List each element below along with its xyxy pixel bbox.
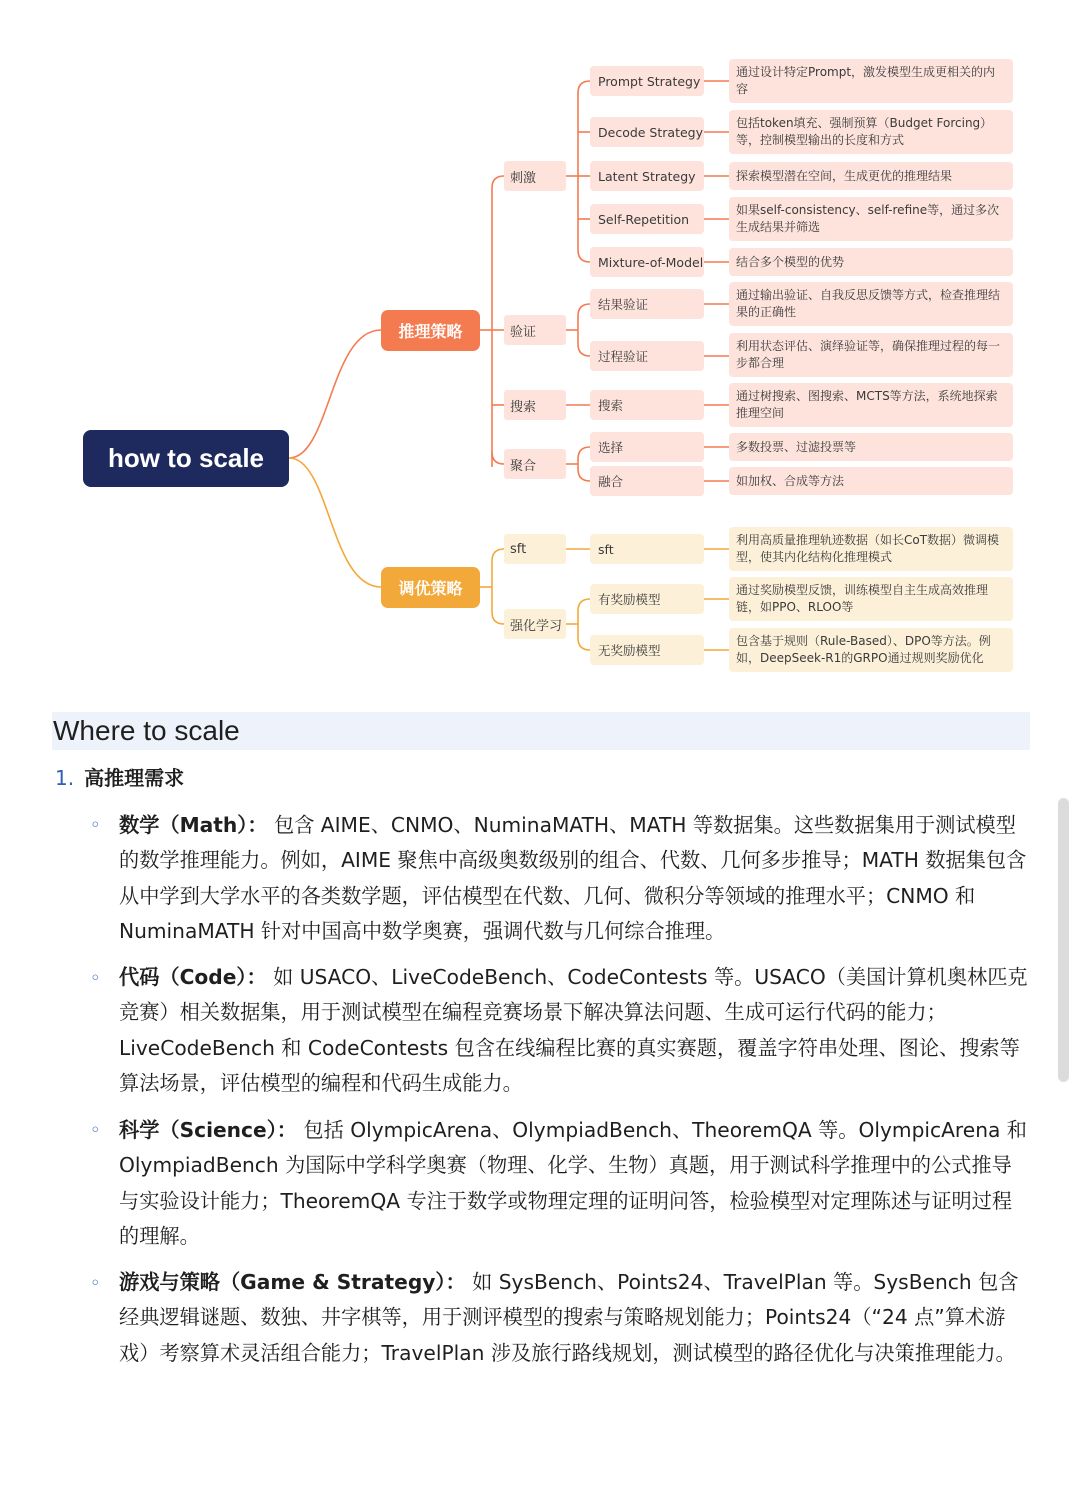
bullet-text: 如 SysBench、Points24、TravelPlan 等。SysBench 包含经典逻辑谜题、数独、井字棋等，用于测评模型的搜索与策略规划能力；Points24（“24 点”算术游戏）考察算术灵活组合能力；TravelPlan 涉及旅行路线规划，测试模型的路径优化与决策推理能力。: [119, 1270, 1019, 1365]
desc-self-repetition: 如果self-consistency、self-refine等，通过多次生成结果并筛选: [729, 197, 1013, 241]
desc-sft: 利用高质量推理轨迹数据（如长CoT数据）微调模型，使其内化结构化推理模式: [729, 527, 1013, 571]
desc-search-method: 通过树搜索、图搜索、MCTS等方法，系统地探索推理空间: [729, 383, 1013, 427]
node-sft-category[interactable]: sft: [504, 534, 566, 564]
node-process-verification[interactable]: 过程验证: [590, 341, 704, 371]
node-self-repetition[interactable]: Self-Repetition: [590, 204, 704, 234]
bullet-head: 代码（Code）：: [119, 965, 267, 989]
branch-reasoning-strategy[interactable]: 推理策略: [381, 310, 480, 351]
desc-fusion: 如加权、合成等方法: [729, 467, 1013, 495]
node-sft[interactable]: sft: [590, 534, 704, 564]
bullet-text: 包含 AIME、CNMO、NuminaMATH、MATH 等数据集。这些数据集用于测试模型的数学推理能力。例如，AIME 聚焦中高级奥数级别的组合、代数、几何多步推导；MATH 数据集包含从中学到大学水平的各类数学题，评估模型在代数、几何、微积分等领域的推理水平；CNMO 和 NuminaMATH 针对中国高中数学奥赛，强调代数与几何综合推理。: [119, 813, 1027, 943]
node-aggregation[interactable]: 聚合: [504, 449, 566, 479]
node-selection[interactable]: 选择: [590, 432, 704, 462]
node-latent-strategy[interactable]: Latent Strategy: [590, 161, 704, 191]
mindmap-root-node[interactable]: how to scale: [83, 430, 289, 487]
desc-latent-strategy: 探索模型潜在空间，生成更优的推理结果: [729, 162, 1013, 190]
list-item-title: 高推理需求: [84, 766, 185, 790]
bullet-math: [119, 808, 1031, 949]
desc-no-reward-model: 包含基于规则（Rule-Based）、DPO等方法。例如，DeepSeek-R1的GRPO通过规则奖励优化: [729, 628, 1013, 672]
bullet-marker: ◦: [90, 968, 101, 989]
bullet-code: [119, 960, 1031, 1101]
bullet-head: 数学（Math）：: [119, 813, 268, 837]
node-reinforcement-learning[interactable]: 强化学习: [504, 609, 566, 639]
desc-selection: 多数投票、过滤投票等: [729, 433, 1013, 461]
list-number: 1.: [55, 766, 75, 790]
node-mixture-of-model[interactable]: Mixture-of-Model: [590, 247, 704, 277]
bullet-marker: ◦: [90, 1120, 101, 1141]
node-search[interactable]: 搜索: [504, 390, 566, 420]
node-search-method[interactable]: 搜索: [590, 390, 704, 420]
branch-tuning-strategy[interactable]: 调优策略: [381, 567, 480, 608]
bullet-head: 科学（Science）：: [119, 1118, 297, 1142]
desc-prompt-strategy: 通过设计特定Prompt，激发模型生成更相关的内容: [729, 59, 1013, 103]
desc-result-verification: 通过输出验证、自我反思反馈等方式，检查推理结果的正确性: [729, 282, 1013, 326]
node-decode-strategy[interactable]: Decode Strategy: [590, 117, 704, 147]
desc-process-verification: 利用状态评估、演绎验证等，确保推理过程的每一步都合理: [729, 333, 1013, 377]
bullet-marker: ◦: [90, 1273, 101, 1294]
node-result-verification[interactable]: 结果验证: [590, 289, 704, 319]
node-stimulus[interactable]: 刺激: [504, 161, 566, 191]
bullet-text: 如 USACO、LiveCodeBench、CodeContests 等。USACO（美国计算机奥林匹克竞赛）相关数据集，用于测试模型在编程竞赛场景下解决算法问题、生成可运行代码的能力；LiveCodeBench 和 CodeContests 包含在线编程比赛的真实赛题，覆盖字符串处理、图论、搜索等算法场景，评估模型的编程和代码生成能力。: [119, 965, 1028, 1095]
desc-mixture-of-model: 结合多个模型的优势: [729, 248, 1013, 276]
node-fusion[interactable]: 融合: [590, 466, 704, 496]
desc-decode-strategy: 包括token填充、强制预算（Budget Forcing）等，控制模型输出的长度和方式: [729, 110, 1013, 154]
bullet-marker: ◦: [90, 815, 101, 836]
bullet-science: [119, 1113, 1031, 1254]
bullet-text: 包括 OlympicArena、OlympiadBench、TheoremQA 等。OlympicArena 和 OlympiadBench 为国际中学科学奥赛（物理、化学、生物）真题，用于测试科学推理中的公式推导与实验设计能力；TheoremQA 专注于数学或物理定理的证明问答，检验模型对定理陈述与证明过程的理解。: [119, 1118, 1027, 1248]
bullet-game-strategy: [119, 1265, 1031, 1371]
node-verification[interactable]: 验证: [504, 315, 566, 345]
section-heading: Where to scale: [52, 712, 1030, 750]
node-no-reward-model[interactable]: 无奖励模型: [590, 635, 704, 665]
node-prompt-strategy[interactable]: Prompt Strategy: [590, 66, 704, 96]
node-reward-model[interactable]: 有奖励模型: [590, 584, 704, 614]
desc-reward-model: 通过奖励模型反馈，训练模型自主生成高效推理链，如PPO、RLOO等: [729, 577, 1013, 621]
ordered-list-item: [55, 762, 184, 791]
bullet-head: 游戏与策略（Game & Strategy）：: [119, 1270, 466, 1294]
scrollbar-thumb[interactable]: [1058, 798, 1069, 1082]
